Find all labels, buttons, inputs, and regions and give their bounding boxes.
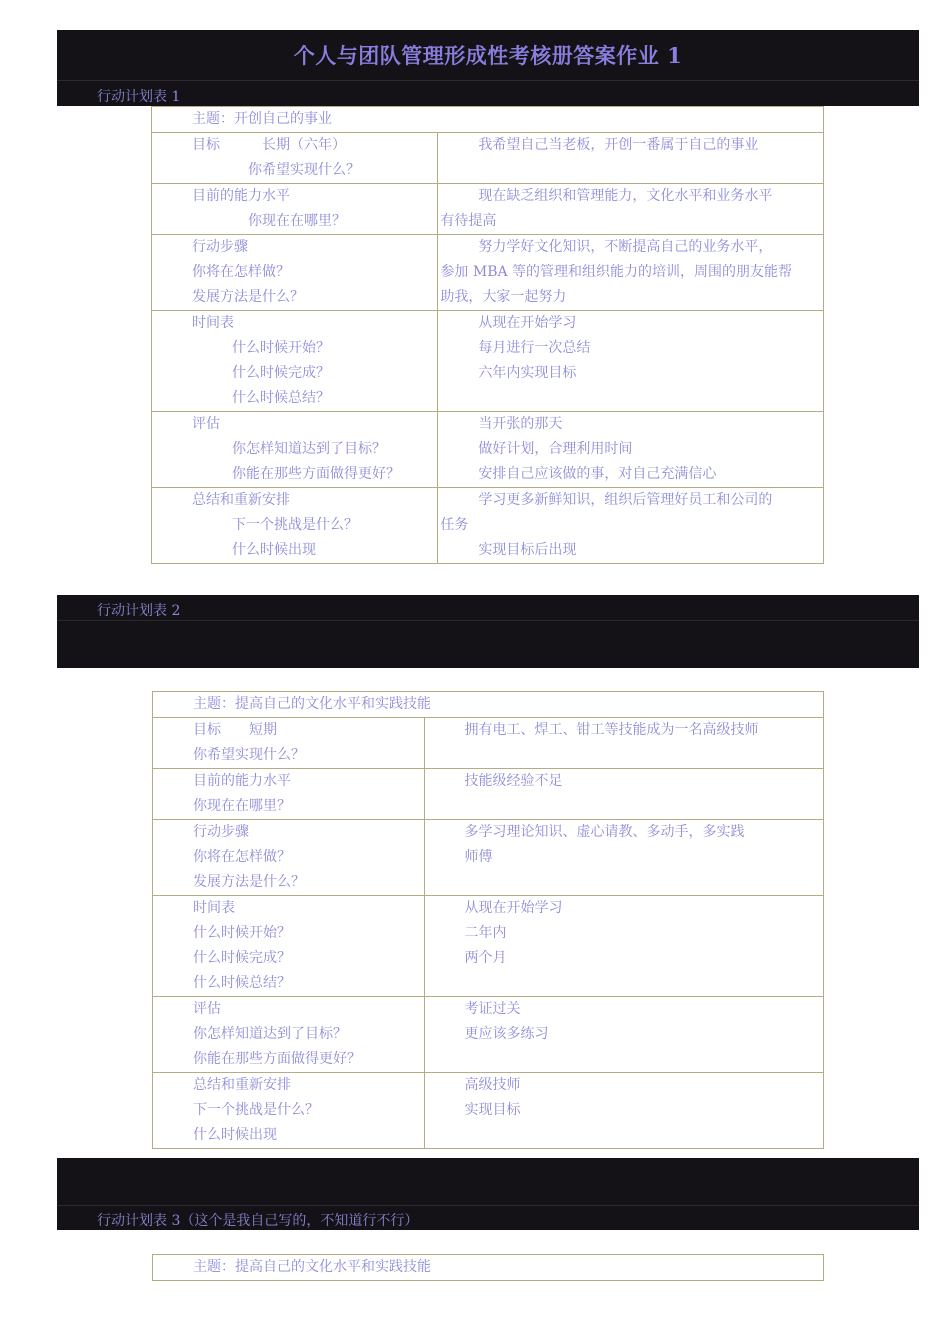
row-question: 你将在怎样做？ bbox=[192, 264, 290, 280]
row-label: 评估 bbox=[193, 1001, 221, 1017]
table-row bbox=[152, 133, 824, 184]
table-row bbox=[152, 488, 824, 564]
row-question: 你将在怎样做？ bbox=[193, 849, 291, 865]
row-question: 什么时候总结？ bbox=[232, 390, 330, 406]
row-answer: 两个月 bbox=[464, 950, 507, 966]
plan-1-label: 行动计划表 1 bbox=[97, 89, 181, 105]
row-question: 你希望实现什么？ bbox=[193, 747, 305, 763]
row-answer: 更应该多练习 bbox=[464, 1026, 549, 1042]
row-label: 评估 bbox=[192, 416, 220, 432]
divider bbox=[57, 620, 919, 621]
row-question: 你现在在哪里？ bbox=[193, 798, 291, 814]
row-question: 发展方法是什么？ bbox=[193, 874, 305, 890]
row-label: 行动步骤 bbox=[193, 824, 249, 840]
table-row bbox=[152, 184, 824, 235]
table-row bbox=[152, 235, 824, 311]
row-question: 你能在那些方面做得更好？ bbox=[193, 1051, 361, 1067]
table-row bbox=[153, 718, 824, 769]
row-label: 时间表 bbox=[193, 900, 235, 916]
row-question: 下一个挑战是什么？ bbox=[232, 517, 358, 533]
row-label: 目标 长期（六年） bbox=[192, 137, 346, 153]
row-label: 总结和重新安排 bbox=[193, 1077, 291, 1093]
row-answer: 实现目标 bbox=[464, 1102, 521, 1118]
row-question: 你现在在哪里？ bbox=[248, 213, 346, 229]
row-label: 目前的能力水平 bbox=[193, 773, 291, 789]
plan-3-label: 行动计划表 3（这个是我自己写的，不知道行不行） bbox=[97, 1213, 419, 1229]
row-question: 你怎样知道达到了目标？ bbox=[232, 441, 386, 457]
table-row bbox=[153, 896, 824, 997]
row-question: 下一个挑战是什么？ bbox=[193, 1102, 319, 1118]
row-answer: 参加 MBA 等的管理和组织能力的培训，周围的朋友能帮 bbox=[440, 264, 793, 280]
row-question: 发展方法是什么？ bbox=[192, 289, 304, 305]
row-answer: 从现在开始学习 bbox=[478, 315, 577, 331]
row-question: 什么时候开始？ bbox=[193, 925, 291, 941]
table-row bbox=[153, 769, 824, 820]
divider bbox=[57, 1205, 919, 1206]
row-answer: 现在缺乏组织和管理能力，文化水平和业务水平 bbox=[478, 188, 773, 204]
plan-2-theme: 主题：提高自己的文化水平和实践技能 bbox=[153, 692, 824, 718]
plan-2-label: 行动计划表 2 bbox=[97, 603, 181, 619]
row-answer: 从现在开始学习 bbox=[464, 900, 563, 916]
table-row bbox=[153, 820, 824, 896]
table-row bbox=[153, 997, 824, 1073]
row-answer: 当开张的那天 bbox=[478, 416, 563, 432]
row-answer: 二年内 bbox=[464, 925, 507, 941]
row-answer: 多学习理论知识、虚心请教、多动手，多实践 bbox=[464, 824, 745, 840]
row-question: 你能在那些方面做得更好？ bbox=[232, 466, 400, 482]
row-answer: 每月进行一次总结 bbox=[478, 340, 591, 356]
row-question: 你希望实现什么？ bbox=[248, 162, 360, 178]
row-answer: 努力学好文化知识，不断提高自己的业务水平， bbox=[478, 239, 773, 255]
row-question: 什么时候出现 bbox=[232, 542, 316, 558]
row-label: 时间表 bbox=[192, 315, 234, 331]
row-question: 什么时候完成？ bbox=[232, 365, 330, 381]
plan-1-table bbox=[151, 106, 824, 564]
row-label: 目标 短期 bbox=[193, 722, 277, 738]
row-answer: 我希望自己当老板，开创一番属于自己的事业 bbox=[478, 137, 759, 153]
row-label: 目前的能力水平 bbox=[192, 188, 290, 204]
row-answer: 学习更多新鲜知识，组织后管理好员工和公司的 bbox=[478, 492, 773, 508]
table-row bbox=[152, 311, 824, 412]
plan-2-table bbox=[152, 691, 824, 1149]
row-answer: 助我，大家一起努力 bbox=[440, 289, 567, 305]
plan-1-theme: 主题：开创自己的事业 bbox=[152, 107, 824, 133]
section-band bbox=[57, 595, 919, 668]
row-answer: 安排自己应该做的事，对自己充满信心 bbox=[478, 466, 717, 482]
row-answer: 师傅 bbox=[464, 849, 493, 865]
row-answer: 实现目标后出现 bbox=[478, 542, 577, 558]
plan-3-table bbox=[152, 1254, 824, 1281]
row-answer: 考证过关 bbox=[464, 1001, 521, 1017]
table-row bbox=[152, 412, 824, 488]
row-question: 什么时候开始？ bbox=[232, 340, 330, 356]
plan-3-theme: 主题：提高自己的文化水平和实践技能 bbox=[153, 1255, 824, 1281]
row-answer: 有待提高 bbox=[440, 213, 497, 229]
row-answer: 任务 bbox=[440, 517, 469, 533]
row-answer: 技能级经验不足 bbox=[464, 773, 563, 789]
row-answer: 高级技师 bbox=[464, 1077, 521, 1093]
row-label: 行动步骤 bbox=[192, 239, 248, 255]
row-answer: 六年内实现目标 bbox=[478, 365, 577, 381]
row-question: 你怎样知道达到了目标？ bbox=[193, 1026, 347, 1042]
row-label: 总结和重新安排 bbox=[192, 492, 290, 508]
table-row bbox=[153, 1073, 824, 1149]
row-question: 什么时候出现 bbox=[193, 1127, 277, 1143]
row-answer: 拥有电工、焊工、钳工等技能成为一名高级技师 bbox=[464, 722, 759, 738]
row-question: 什么时候总结？ bbox=[193, 975, 291, 991]
row-answer: 做好计划，合理利用时间 bbox=[478, 441, 633, 457]
divider bbox=[57, 80, 919, 81]
page-title: 个人与团队管理形成性考核册答案作业 1 bbox=[293, 43, 683, 68]
row-question: 什么时候完成？ bbox=[193, 950, 291, 966]
